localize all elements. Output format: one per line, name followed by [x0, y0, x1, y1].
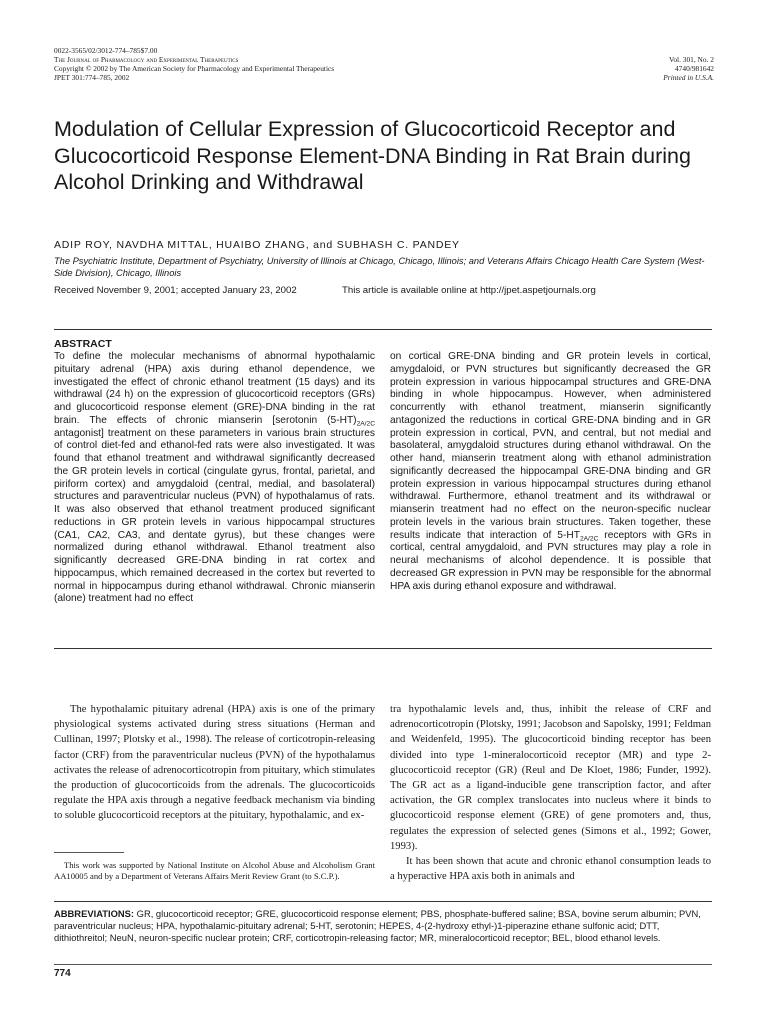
header-citation: JPET 301:774–785, 2002 — [54, 73, 130, 82]
abstract-right-subscript: 2A/2C — [579, 534, 599, 542]
author-list: ADIP ROY, NAVDHA MITTAL, HUAIBO ZHANG, and SUBHASH C. PANDEY — [54, 239, 460, 251]
affiliation: The Psychiatric Institute, Department of Psychiatry, University of Illinois at Chicago, Chicago, Illinois; and Veterans Affairs Chicago Health Care System (West-Side Division), Chicago, Illinois — [54, 256, 705, 278]
header-journal-name: The Journal of Pharmacology and Experimental Therapeutics — [54, 55, 239, 64]
abstract-right-text-b: receptors with GRs in cortical, central amygdaloid, and PVN structures may play a role in neural mechanisms of alcohol dependence. It is possible that decreased GR expression in PVN may be responsible for the abnormal HPA axis during ethanol exposure and withdrawal. — [390, 529, 711, 592]
body-paragraph: tra hypothalamic levels and, thus, inhibit the release of CRF and adrenocorticotropin (Plotsky, 1991; Jacobson and Sapolsky, 1991; Feldman and Weidenfeld, 1995). The glucocorticoid binding receptor has been divided into type 1-mineralocorticoid receptor (MR) and type 2-glucocorticoid receptor (GR) (Reul and De Kloet, 1986; Funder, 1992). The GR act as a ligand-inducible gene transcription factor, and after activation, the GR complex translocates into nucleus where it binds to glucocorticoid response element (GRE) of gene promoters and, thus, regulates the expression of selected genes (Simons et al., 1992; Gower, 1993). — [390, 704, 711, 852]
abstract-left-column — [54, 351, 375, 606]
abstract-right-column — [390, 351, 711, 593]
journal-header-right — [514, 55, 714, 82]
abbreviations-text: GR, glucocorticoid receptor; GRE, glucocorticoid response element; PBS, phosphate-buffered saline; BSA, bovine serum albumin; PVN, paraventricular nucleus; HPA, hypothalamic-pituitary adrenal; 5-HT, serotonin; HEPES, 4-(2-hydroxy ethyl-)1-piperazine ethane sulfonic acid; DTT, dithiothreitol; NeuN, neuron-specific nuclear protein; CRF, corticotropin-releasing factor; MR, mineralocorticoid receptor; BEL, blood ethanol levels. — [54, 908, 701, 944]
header-copyright: Copyright © 2002 by The American Society for Pharmacology and Experimental Therapeutics — [54, 64, 335, 73]
abstract-top-rule — [54, 329, 712, 330]
header-price-line: 0022-3565/02/3012-774–785$7.00 — [54, 46, 158, 55]
abstract-left-text-a: To define the molecular mechanisms of abnormal hypothalamic pituitary adrenal (HPA) axis during ethanol dependence, we investigated the effect of chronic ethanol treatment (15 days) and its withdrawal (24 h) on the expression of glucocorticoid receptors (GRs) and glucocorticoid response element (GRE)-DNA binding in the rat brain. The effects of chronic mianserin [serotonin (5-HT) — [54, 351, 375, 426]
body-right-column — [390, 702, 711, 884]
header-volume: Vol. 301, No. 2 — [668, 55, 714, 64]
article-title: Modulation of Cellular Expression of Glucocorticoid Receptor and Glucocorticoid Response Element-DNA Binding in Rat Brain during Alcohol Drinking and Withdrawal — [54, 117, 691, 194]
header-article-id: 4740/981642 — [674, 64, 714, 73]
availability-note: This article is available online at http://jpet.aspetjournals.org — [342, 285, 596, 296]
body-left-column: The hypothalamic pituitary adrenal (HPA) axis is one of the primary physiological systems activated during stress situations (Herman and Cullinan, 1997; Plotsky et al., 1998). The release of corticotropin-releasing factor (CRF) from the paraventricular nucleus (PVN) of the hypothalamus activates the release of adrenocorticotropin from pituitary, which stimulates the production of glucocorticoids from the adrenals. The glucocorticoids regulate the HPA axis through a negative feedback mechanism via binding to soluble glucocorticoid receptors at the pituitary, hypothalamic, and ex- — [54, 704, 375, 822]
footnote-rule — [54, 852, 124, 853]
abstract-left-subscript: 2A/2C — [356, 420, 375, 428]
abbreviations-label: ABBREVIATIONS: — [54, 908, 135, 919]
funding-footnote: This work was supported by National Institute on Alcohol Abuse and Alcoholism Grant AA10005 and by a Department of Veterans Affairs Merit Review Grant (to S.C.P.). — [54, 860, 375, 881]
page-number: 774 — [54, 968, 71, 979]
abstract-left-text-b: antagonist] treatment on these parameters in various brain structures of control diet-fed and ethanol-fed rats were also investigated. It was found that ethanol treatment and withdrawal significantly decreased the GR protein levels in cortical (cingulate gyrus, frontal, parietal, and piriform cortex) and amygdaloid (central, medial, and basolateral) structures and paraventricular nucleus (PVN) of hypothalamus of rats. It was also observed that ethanol treatment produced significant reductions in GR protein levels in various hippocampal structures (CA1, CA2, CA3, and dentate gyrus), but these changes were normalized during ethanol withdrawal. Ethanol treatment also significantly decreased GRE-DNA binding in rat cortex and hippocampus, which remained decreased in the cortex but reverted to normal in hippocampus during ethanol withdrawal. Chronic mianserin (alone) treatment had no effect — [54, 427, 375, 605]
abbreviations-top-rule — [54, 901, 712, 902]
abbreviations-block — [54, 908, 712, 945]
abbreviations-bottom-rule — [54, 964, 712, 965]
received-dates: Received November 9, 2001; accepted January 23, 2002 — [54, 285, 297, 296]
abstract-bottom-rule — [54, 648, 712, 649]
abstract-heading: ABSTRACT — [54, 338, 112, 350]
abstract-right-text-a: on cortical GRE-DNA binding and GR protein levels in cortical, amygdaloid, or PVN structures but significantly decreased the GR protein expression in various hippocampal structures and GRE-DNA binding in whole hippocampus. However, when administered concurrently with ethanol treatment, mianserin significantly antagonized the reductions in cortical GRE-DNA binding and in GR protein expression in cortical, PVN, and central, but not medial and basolateral, amygdaloid structures during ethanol withdrawal. On the other hand, mianserin treatment along with ethanol administration significantly decreased the hippocampal GRE-DNA binding and GR protein expression in various hippocampal structures during ethanol withdrawal. Furthermore, ethanol treatment and its withdrawal or mianserin treatment had no effect on the neuron-specific nuclear protein levels in the various brain structures. Taken together, these results indicate that interaction of 5-HT — [390, 351, 711, 541]
journal-header — [54, 46, 454, 82]
header-printed: Printed in U.S.A. — [663, 73, 714, 82]
body-paragraph: It has been shown that acute and chronic ethanol consumption leads to a hyperactive HPA axis both in animals and — [390, 856, 711, 883]
